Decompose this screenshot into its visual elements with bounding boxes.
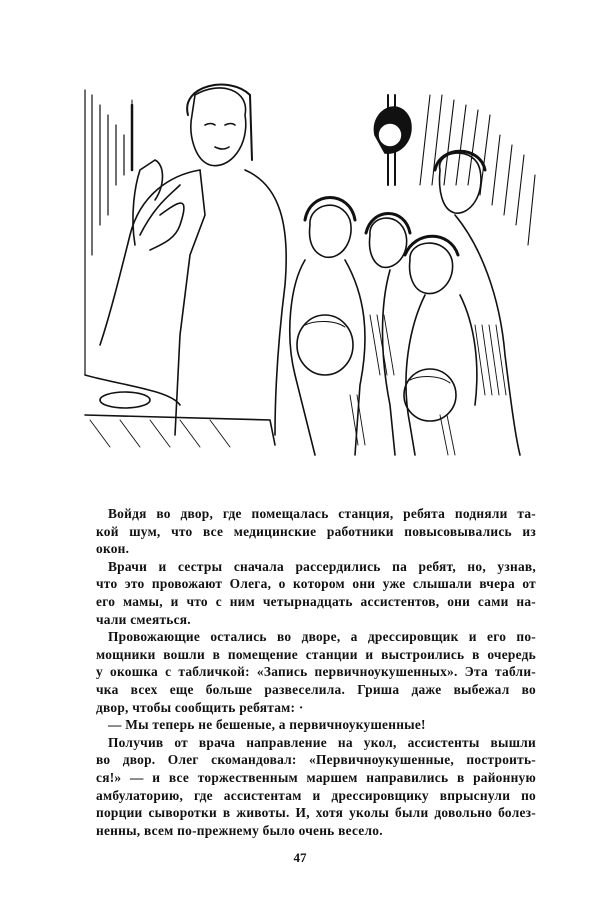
text-line: Получив от врача направление на укол, ассистенты вышли (108, 734, 536, 750)
text-line: ся!» — и все торжественным маршем направились в районную (96, 769, 536, 785)
text-line: окон. (96, 541, 130, 557)
paragraph-2 (96, 558, 536, 628)
text-line: ненны, всем по-прежнему было очень весело. (96, 822, 383, 838)
text-line: что это провожают Олега, о котором они уже слышали вчера от (96, 576, 536, 592)
text-line: двор, чтобы сообщить ребятам: · (96, 699, 304, 715)
text-line: порции сыворотки в животы. И, хотя уколы были довольно болез- (96, 805, 536, 821)
body-text (96, 505, 536, 839)
text-line: — Мы теперь не бешеные, а первичноукушенные! (108, 717, 426, 733)
text-line: его мамы, и что с ним четырнадцать ассистентов, они сами на- (96, 593, 536, 609)
text-line: Врачи и сестры сначала рассердились па ребят, но, узнав, (108, 558, 536, 574)
paragraph-4 (96, 716, 536, 734)
text-line: Войдя во двор, где помещалась станция, ребята подняли та- (108, 506, 536, 521)
paragraph-5 (96, 734, 536, 840)
page-number: 47 (293, 850, 307, 865)
text-line: у окошка с табличкой: «Запись первичноукушенных». Эта табли- (96, 664, 536, 680)
paragraph-3 (96, 628, 536, 716)
nurse-with-syringe-and-children-illustration (80, 75, 540, 465)
text-line: мощники вошли в помещение станции и выстроились в очередь (96, 646, 536, 662)
text-line: амбулаторию, где ассистентам и дрессировщику впрыснули по (96, 787, 536, 803)
illustration (80, 75, 540, 465)
text-line: кой шум, что все медицинские работники повысовывались из (96, 523, 536, 539)
text-line: Провожающие остались во дворе, а дрессировщик и его по- (108, 629, 536, 645)
text-line: чали смеяться. (96, 611, 191, 627)
text-line: во двор. Олег скомандовал: «Первичноукушенные, построить- (96, 752, 536, 768)
text-line: чка всех еще больше развеселила. Гриша даже выбежал во (96, 681, 536, 697)
paragraph-1 (96, 505, 536, 558)
